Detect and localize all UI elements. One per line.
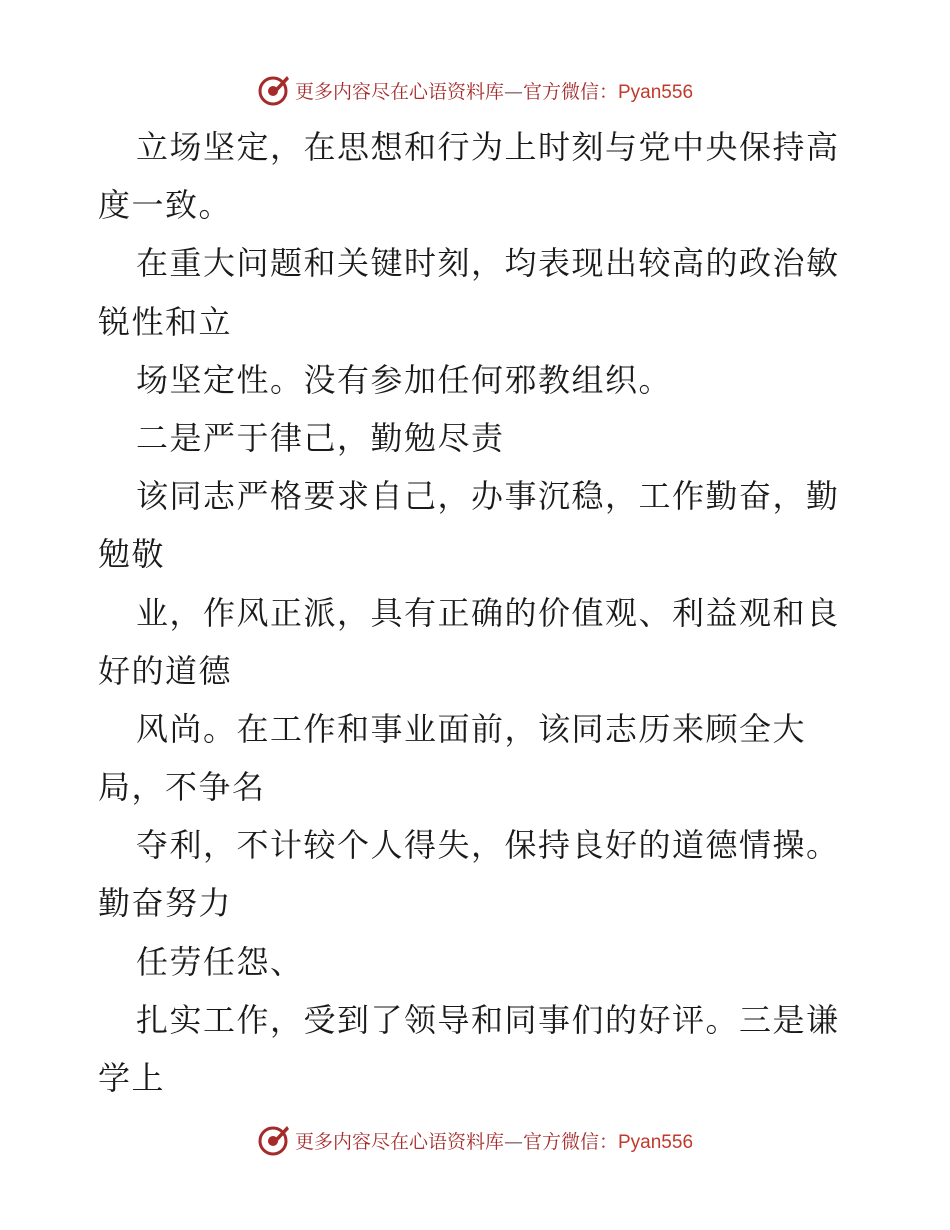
banner-separator: — (503, 1130, 523, 1153)
text-line: 该同志严格要求自己，办事沉稳，工作勤奋，勤 (136, 477, 840, 516)
header-banner (0, 70, 950, 110)
text-line: 业，作风正派，具有正确的价值观、利益观和良 (136, 593, 840, 632)
text-line: 好的道德 (98, 651, 233, 690)
text-line: 扎实工作，受到了领导和同事们的好评。三是谦 (136, 1000, 840, 1039)
banner-text (295, 77, 693, 104)
text-line: 学上 (98, 1059, 166, 1097)
text-line: 度一致。 (98, 186, 233, 225)
quill-logo-icon (257, 73, 291, 107)
banner-main-text: 更多内容尽在心语资料库 (294, 80, 504, 103)
quill-logo-icon (257, 1123, 291, 1157)
text-line: 局，不争名 (98, 768, 266, 807)
text-line: 场坚定性。没有参加任何邪教组织。 (136, 360, 673, 399)
text-line: 勤奋努力 (98, 884, 233, 923)
text-line: 在重大问题和关键时刻，均表现出较高的政治敏 (136, 244, 840, 283)
text-line: 立场坚定，在思想和行为上时刻与党中央保持高 (136, 128, 840, 166)
text-line: 风尚。在工作和事业面前，该同志历来顾全大 (136, 709, 807, 748)
text-line: 二是严于律己，勤勉尽责 (136, 418, 505, 457)
banner-separator: — (503, 80, 523, 103)
banner-wechat-id: Pyan556 (618, 1131, 694, 1153)
text-line: 任劳任怨、 (136, 942, 304, 981)
banner-wechat-label: 官方微信： (522, 1130, 618, 1153)
text-line: 勉敬 (98, 535, 166, 574)
footer-banner (0, 1120, 950, 1160)
banner-text (295, 1127, 693, 1154)
banner-main-text: 更多内容尽在心语资料库 (294, 1130, 504, 1153)
banner-wechat-id: Pyan556 (618, 81, 694, 103)
text-line: 锐性和立 (98, 302, 233, 341)
document-body (98, 118, 878, 1107)
text-line: 夺利，不计较个人得失，保持良好的道德情操。 (136, 826, 840, 865)
banner-wechat-label: 官方微信： (522, 80, 618, 103)
